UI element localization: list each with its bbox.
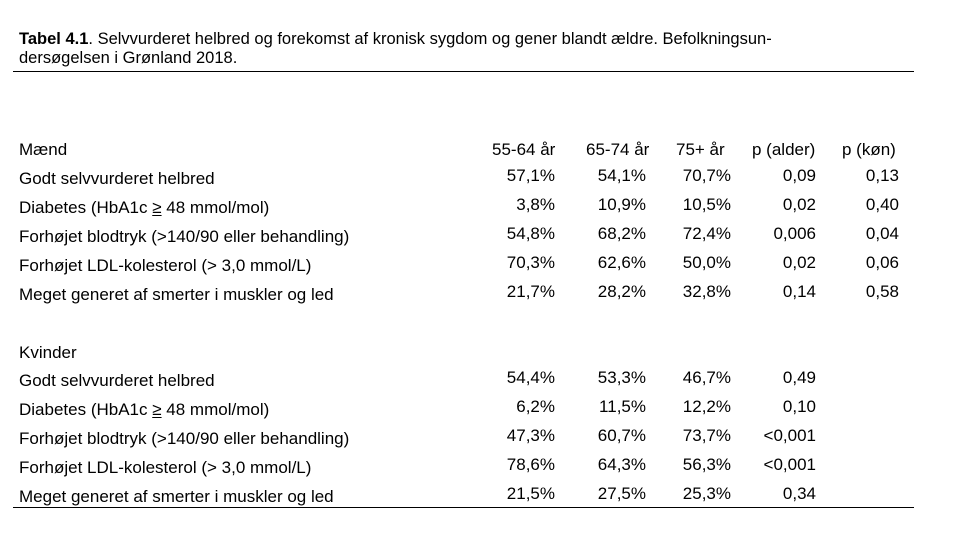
table-cell: 72,4% bbox=[682, 224, 731, 243]
col-header-65-74: 65-74 år bbox=[586, 140, 650, 159]
table-cell: 27,5% bbox=[597, 484, 646, 503]
table-cell: 78,6% bbox=[506, 455, 555, 474]
caption-text: . Selvvurderet helbred og forekomst af kronisk sygdom og gener blandt ældre. Befolkningsun- bbox=[88, 30, 772, 48]
table-cell: 21,5% bbox=[506, 484, 555, 503]
table-cell: <0,001 bbox=[763, 455, 816, 474]
table-cell: 0,09 bbox=[782, 166, 816, 185]
table-cell: 11,5% bbox=[599, 397, 646, 416]
col-header-p-age: p (alder) bbox=[752, 140, 816, 159]
table-cell: 47,3% bbox=[506, 426, 555, 445]
row-label: Godt selvvurderet helbred bbox=[19, 371, 215, 390]
bottom-rule bbox=[13, 507, 914, 508]
top-rule bbox=[13, 71, 914, 72]
table-cell: 53,3% bbox=[597, 368, 646, 387]
row-label: Forhøjet LDL-kolesterol (> 3,0 mmol/L) bbox=[19, 458, 312, 477]
table-cell: 0,58 bbox=[865, 282, 899, 301]
table-cell: 0,34 bbox=[782, 484, 816, 503]
table-cell: 68,2% bbox=[597, 224, 646, 243]
table-caption bbox=[19, 30, 919, 68]
row-label: Meget generet af smerter i muskler og led bbox=[19, 285, 334, 304]
table-cell: 64,3% bbox=[597, 455, 646, 474]
table-cell: 54,8% bbox=[506, 224, 555, 243]
table-cell: 6,2% bbox=[516, 397, 555, 416]
table-cell: <0,001 bbox=[763, 426, 816, 445]
col-header-55-64: 55-64 år bbox=[492, 140, 556, 159]
col-header-p-sex: p (køn) bbox=[842, 140, 896, 159]
section-title-women: Kvinder bbox=[19, 343, 77, 362]
table-cell: 3,8% bbox=[516, 195, 555, 214]
table-cell: 0,13 bbox=[865, 166, 899, 185]
table-cell: 10,5% bbox=[682, 195, 731, 214]
table-cell: 56,3% bbox=[682, 455, 731, 474]
table-cell: 0,006 bbox=[773, 224, 816, 243]
table-cell: 54,4% bbox=[506, 368, 555, 387]
row-label-diabetes: Diabetes (HbA1c ≥ 48 mmol/mol) bbox=[19, 198, 270, 217]
row-label: Forhøjet LDL-kolesterol (> 3,0 mmol/L) bbox=[19, 256, 312, 275]
table-cell: 0,14 bbox=[782, 282, 816, 301]
col-header-75plus: 75+ år bbox=[676, 140, 725, 159]
table-cell: 50,0% bbox=[682, 253, 731, 272]
table-cell: 54,1% bbox=[597, 166, 646, 185]
table-cell: 73,7% bbox=[682, 426, 731, 445]
table-cell: 25,3% bbox=[682, 484, 731, 503]
row-label: Forhøjet blodtryk (>140/90 eller behandling) bbox=[19, 429, 350, 448]
section-title-men: Mænd bbox=[19, 140, 68, 159]
row-label: Meget generet af smerter i muskler og led bbox=[19, 487, 334, 506]
table-cell: 21,7% bbox=[506, 282, 555, 301]
table-cell: 32,8% bbox=[682, 282, 731, 301]
row-label-diabetes: Diabetes (HbA1c ≥ 48 mmol/mol) bbox=[19, 400, 270, 419]
table-cell: 70,7% bbox=[682, 166, 731, 185]
row-label: Godt selvvurderet helbred bbox=[19, 169, 215, 188]
table-cell: 0,40 bbox=[865, 195, 899, 214]
table-cell: 0,02 bbox=[782, 253, 816, 272]
table-cell: 60,7% bbox=[597, 426, 646, 445]
table-cell: 0,10 bbox=[782, 397, 816, 416]
row-label: Forhøjet blodtryk (>140/90 eller behandling) bbox=[19, 227, 350, 246]
table-cell: 0,06 bbox=[865, 253, 899, 272]
table-cell: 0,49 bbox=[782, 368, 816, 387]
table-cell: 70,3% bbox=[506, 253, 555, 272]
table-cell: 62,6% bbox=[597, 253, 646, 272]
table-cell: 10,9% bbox=[597, 195, 646, 214]
table-cell: 0,02 bbox=[782, 195, 816, 214]
caption-text-line2: dersøgelsen i Grønland 2018. bbox=[19, 49, 238, 67]
table-cell: 46,7% bbox=[682, 368, 731, 387]
table-cell: 0,04 bbox=[865, 224, 899, 243]
table-cell: 12,2% bbox=[682, 397, 731, 416]
caption-label: Tabel 4.1 bbox=[19, 30, 89, 48]
table-cell: 57,1% bbox=[506, 166, 555, 185]
table-cell: 28,2% bbox=[597, 282, 646, 301]
